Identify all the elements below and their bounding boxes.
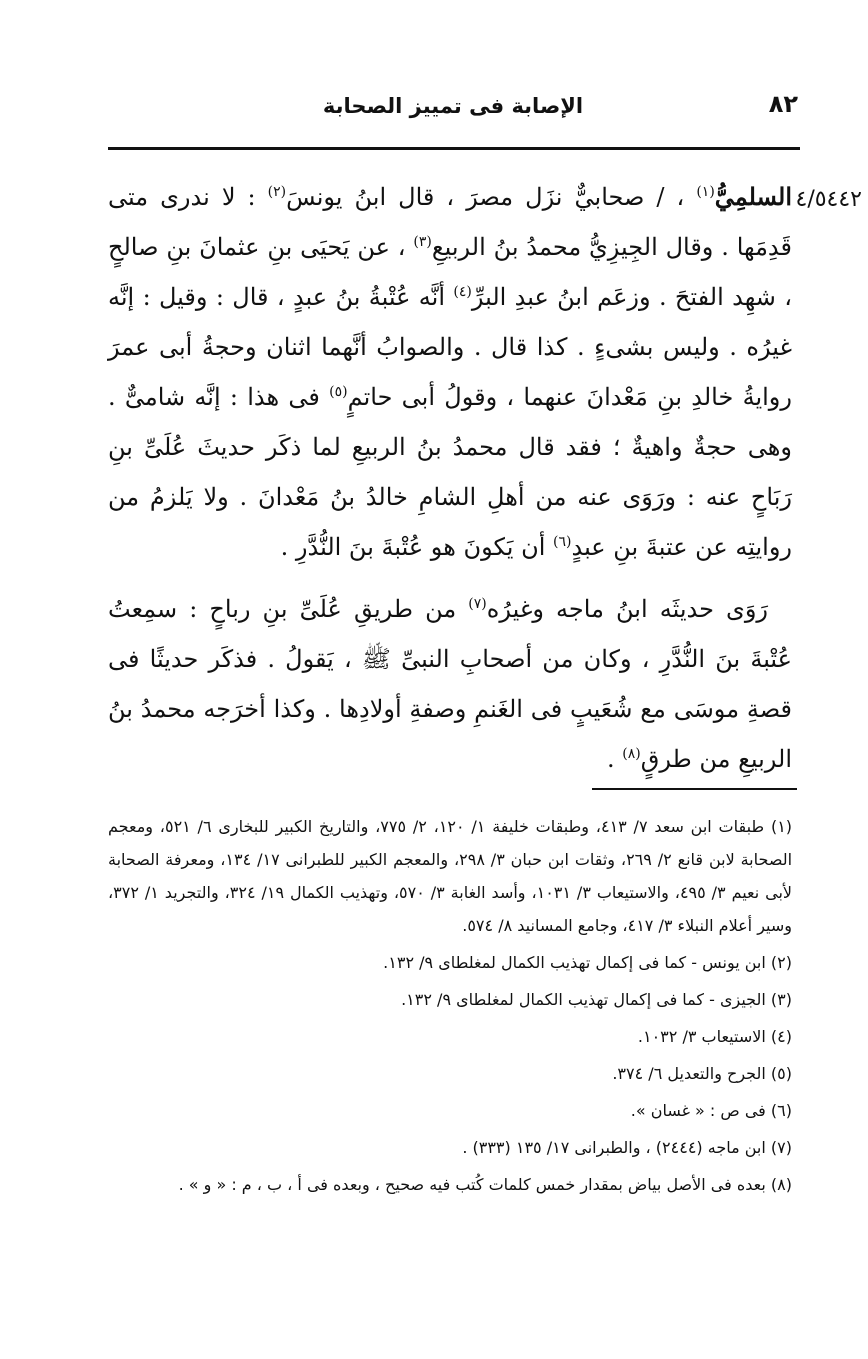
footnote-text: ابن يونس - كما فى إكمال تهذيب الكمال لمغلطاى ٩/ ١٣٢.: [383, 953, 771, 972]
footnote-mark: (٣): [770, 990, 792, 1009]
footnote-reference: (٧): [468, 596, 487, 612]
footnote-reference: (٢): [267, 184, 287, 200]
footnote-text: بعده فى الأصل بياض بمقدار خمس كلمات كُتب فيه صحيح ، وبعده فى أ ، ب ، م : « و » .: [178, 1175, 771, 1194]
header-rule: [108, 147, 800, 150]
footnote-reference: (٤): [453, 284, 472, 300]
footnotes: [108, 810, 792, 1205]
footnote-mark: (٨): [770, 1175, 792, 1194]
entry-paragraph-2: [108, 584, 792, 784]
footnote-text: طبقات ابن سعد ٧/ ٤١٣، وطبقات خليفة ١/ ١٢٠، ٢/ ٧٧٥، والتاريخ الكبير للبخارى ٦/ ٥٢١، ومعجم الصحابة لابن قانع ٢/ ٢٦٩، وثقات ابن حبان ٣/ ٢٩٨، والمعجم الكبير للطبرانى ١٧/ ١٣٤، ومعرفة الصحابة لأبى نعيم ٣/ ٤٩٥، والاستيعاب ٣/ ١٠٣١، وأسد الغابة ٣/ ٥٧٠، وتهذيب الكمال ١٩/ ٣٢٤، والتجريد ١/ ٣٧٢، وسير أعلام النبلاء ٣/ ٤١٧، وجامع المسانيد ٨/ ٥٧٤.: [108, 817, 793, 935]
running-title: الإصابة فى تمييز الصحابة: [322, 94, 584, 118]
text-segment: أنَّه عُتْبةُ بنُ عبدٍ ، قال : وقيل : إنَّه غيرُه . وليس بشىءٍ . كذا قال . والصوابُ أنَّهما اثنان وحجةُ أبى عمرَ روايةُ خالدِ بنِ مَعْدانَ عنهما ، وقولُ أبى حاتمٍ: [108, 283, 792, 411]
footnote-reference: (٥): [329, 384, 348, 400]
footnote-text: الجيزى - كما فى إكمال تهذيب الكمال لمغلطاى ٩/ ١٣٢.: [401, 990, 771, 1009]
text-segment: : لا ندرى متى قَدِمَها . وقال الجِيزِيُّ محمدُ بنُ الربيعِ: [108, 183, 792, 261]
footnote-rule: [592, 788, 797, 790]
footnote-reference: (٣): [413, 234, 432, 250]
footnote-mark: (٧): [770, 1138, 792, 1157]
text-segment: .: [607, 745, 623, 773]
entry-name: السلمِيُّ: [714, 182, 792, 211]
footnote-mark: (٤): [770, 1027, 792, 1046]
text-segment: ، / صحابيٌّ نزَل مصرَ ، قال ابنُ يونسَ: [286, 183, 697, 211]
text-segment: فى هذا : إنَّه شامىٌّ . وهى حجةٌ واهيةٌ ؛ فقد قال محمدُ بنُ الربيعِ لما ذكَر حديثَ عُلَىِّ بنِ رَبَاحٍ عنه : ورَوَى عنه من أهلِ الشامِ خالدُ بنُ مَعْدانَ . ولا يَلزمُ من روايتِه عن عتبةَ بنِ عبدٍ: [108, 383, 792, 561]
footnote-mark: (٢): [770, 953, 792, 972]
footnote-reference: (١): [696, 184, 715, 200]
footnote-item: [108, 1020, 792, 1053]
page-number: ٨٢: [768, 90, 798, 118]
main-text: [108, 172, 792, 796]
footnote-reference: (٨): [622, 746, 641, 762]
footnote-text: فى ص : « غسان ».: [630, 1101, 771, 1120]
footnote-mark: (٦): [770, 1101, 792, 1120]
footnote-text: الجرح والتعديل ٦/ ٣٧٤.: [612, 1064, 771, 1083]
text-segment: أن يَكونَ هو عُتْبةَ بنَ النُّدَّرِ .: [280, 533, 553, 561]
text-segment: رَوَى حديثَه ابنُ ماجه وغيرُه: [486, 595, 768, 623]
footnote-text: الاستيعاب ٣/ ١٠٣٢.: [637, 1027, 771, 1046]
page-header: [108, 88, 798, 128]
footnote-item: [108, 1057, 792, 1090]
footnote-mark: (٥): [770, 1064, 792, 1083]
footnote-item: [108, 1131, 792, 1164]
entry-paragraph-1: [108, 172, 792, 572]
text-segment: ، عن يَحيَى بنِ عثمانَ بنِ صالحٍ ، شهِد الفتحَ . وزعَم ابنُ عبدِ البرِّ: [108, 233, 793, 311]
footnote-item: [108, 946, 792, 979]
footnote-reference: (٦): [553, 534, 572, 550]
footnote-item: [108, 1168, 792, 1201]
footnote-text: ابن ماجه (٢٤٤٤) ، والطبرانى ١٧/ ١٣٥ (٣٣٣) .: [462, 1138, 771, 1157]
footnote-item: [108, 1094, 792, 1127]
footnote-item: [108, 983, 792, 1016]
text-segment: من طريقِ عُلَىِّ بنِ رباحٍ : سمِعتُ عُتْبةَ بنَ النُّدَّرِ ، وكان من أصحابِ النبىِّ ﷺ ، يَقولُ . فذكَر حديثًا فى قصةِ موسَى مع شُعَيبٍ فى الغَنمِ وصفةِ أولادِها . وكذا أخرَجه محمدُ بنُ الربيعِ من طرقٍ: [108, 595, 792, 773]
entry-number: ٤/٥٤٤٢: [795, 187, 862, 212]
footnote-item: [108, 810, 792, 942]
footnote-mark: (١): [770, 817, 793, 836]
